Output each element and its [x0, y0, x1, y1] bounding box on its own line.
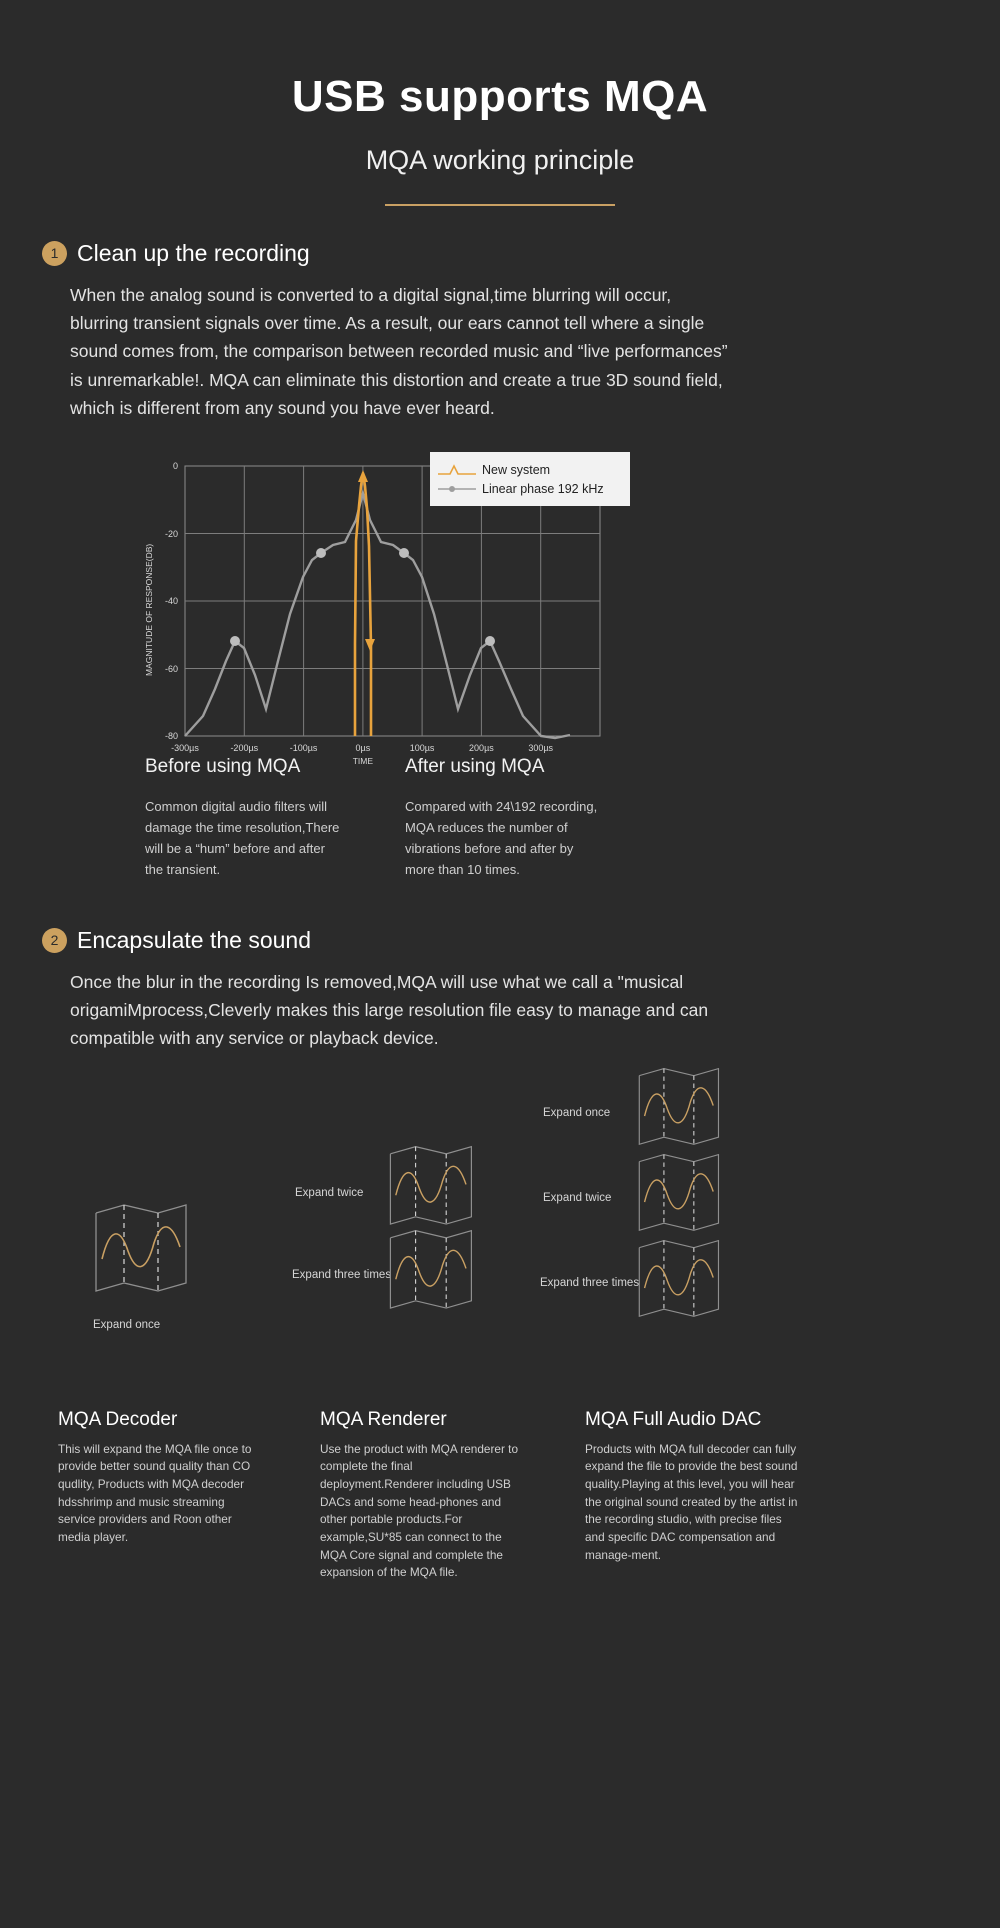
fold-group-3-middle: [634, 1149, 722, 1242]
section-2-head: [42, 927, 942, 954]
product-cards: [0, 1409, 1000, 1623]
comparison-after-text: Compared with 24\192 recording, MQA reduces the number of vibrations before and after by more than 10 times.: [405, 799, 598, 878]
card-mqa-full-audio-dac-title: MQA Full Audio DAC: [585, 1408, 762, 1430]
card-mqa-decoder-text: This will expand the MQA file once to provide better sound quality than CO qudlity, Products with MQA decoder hdsshrimp and music streaming service providers and Roon other media player.: [58, 1441, 252, 1544]
chart-xtick-4: 100µs: [409, 743, 435, 754]
comparison-before-title: Before using MQA: [145, 756, 301, 778]
legend-key-linear-phase: [438, 483, 476, 495]
fold-label-group3-expand-once: Expand once: [543, 1106, 611, 1119]
chart-xtick-2: -100µs: [289, 743, 318, 754]
legend-item-linear-phase: [438, 479, 620, 498]
fold-group-2-bottom: [385, 1225, 475, 1320]
chart-xtick-5: 200µs: [469, 743, 494, 754]
legend-key-new-system: [438, 464, 476, 476]
section-2-text: Once the blur in the recording Is removed,MQA will use what we call a "musical origamiMprocess,Cleverly makes this large resolution file easy to manage and can compatible with any service or playback device.: [70, 971, 709, 1049]
chart-xtick-6: 300µs: [528, 743, 554, 754]
chart-y-axis-label: MAGNITUDE OF RESPONSE(DB): [144, 544, 154, 677]
fold-icon-group3-bottom: [634, 1235, 722, 1328]
card-mqa-full-audio-dac: [585, 1409, 800, 1583]
chart-xtick-0: -300µs: [171, 743, 199, 754]
legend-item-new-system: [438, 460, 620, 479]
chart-legend: [430, 452, 630, 506]
card-mqa-decoder: [58, 1409, 258, 1583]
section-2-title: Encapsulate the sound: [77, 926, 312, 953]
fold-icon-group3-top: [634, 1063, 722, 1156]
fold-label-group3-expand-twice: Expand twice: [543, 1191, 612, 1204]
chart-xtick-1: -200µs: [230, 743, 259, 754]
section-1-number-badge: 1: [42, 241, 67, 266]
fold-group-1: [90, 1199, 190, 1304]
fold-group-3-top: [634, 1063, 722, 1156]
chart-series-linear-phase: [185, 493, 570, 738]
chart-xtick-3: 0µs: [355, 743, 371, 754]
fold-label-group2-expand-twice: Expand twice: [295, 1186, 364, 1199]
chart-ytick-3: -60: [164, 664, 178, 675]
fold-icon-group1: [90, 1199, 190, 1304]
section-1-head: [42, 240, 942, 267]
section-2-number-badge: 2: [42, 928, 67, 953]
card-mqa-renderer-text: Use the product with MQA renderer to complete the final deployment.Renderer including USB DACs and some head-phones and other portable products.For example,SU*85 can connect to the MQA Core signal and complete the expansion of the MQA file.: [320, 1441, 519, 1580]
fold-icon-group2-top: [385, 1141, 475, 1236]
card-mqa-decoder-title: MQA Decoder: [58, 1408, 178, 1430]
chart-x-axis-label: TIME: [352, 756, 374, 767]
section-1-text: When the analog sound is converted to a digital signal,time blurring will occur, blurring transient signals over time. As a result, our ears cannot tell where a single sound comes from, the comparison between recorded music and “live performances” is unremarkable!. MQA can eliminate this distortion and create a true 3D sound field, which is different from any sound you have ever heard.: [70, 284, 728, 418]
section-encapsulate-the-sound: [0, 927, 1000, 1053]
chart-ytick-4: -80: [164, 731, 178, 742]
header-divider: [385, 204, 615, 206]
card-mqa-renderer: [320, 1409, 525, 1583]
fold-diagrams: [0, 1079, 1000, 1409]
page-title: USB supports MQA: [291, 72, 709, 121]
fold-label-group3-expand-three-times: Expand three times: [540, 1276, 640, 1289]
comparison-after: [405, 756, 635, 880]
section-1-title: Clean up the recording: [77, 239, 310, 266]
fold-label-group2-expand-three-times: Expand three times: [292, 1268, 392, 1281]
chart-ytick-1: -20: [164, 529, 178, 540]
comparison-before-text: Common digital audio filters will damage the time resolution,There will be a “hum” before and after the transient.: [145, 799, 340, 878]
fold-label-group1-expand-once: Expand once: [93, 1318, 161, 1331]
chart-ytick-2: -40: [164, 596, 178, 607]
legend-label-new-system: New system: [482, 462, 551, 477]
before-after-comparison: [145, 756, 1000, 880]
fold-group-2-top: [385, 1141, 475, 1236]
page-subtitle: MQA working principle: [365, 144, 635, 175]
fold-icon-group2-bottom: [385, 1225, 475, 1320]
page-header: [0, 0, 1000, 206]
fold-group-3-bottom: [634, 1235, 722, 1328]
section-clean-up-the-recording: [0, 240, 1000, 423]
comparison-before: [145, 756, 375, 880]
card-mqa-renderer-title: MQA Renderer: [320, 1408, 447, 1430]
comparison-after-title: After using MQA: [405, 756, 545, 778]
fold-icon-group3-middle: [634, 1149, 722, 1242]
chart-ytick-0: 0: [172, 461, 178, 472]
legend-label-linear-phase: Linear phase 192 kHz: [482, 481, 604, 496]
card-mqa-full-audio-dac-text: Products with MQA full decoder can fully expand the file to provide the best sound quality.Playing at this level, you will hear the original sound created by the artist in the recording studio, with precise files and specific DAC compensation and manage-ment.: [585, 1441, 798, 1562]
